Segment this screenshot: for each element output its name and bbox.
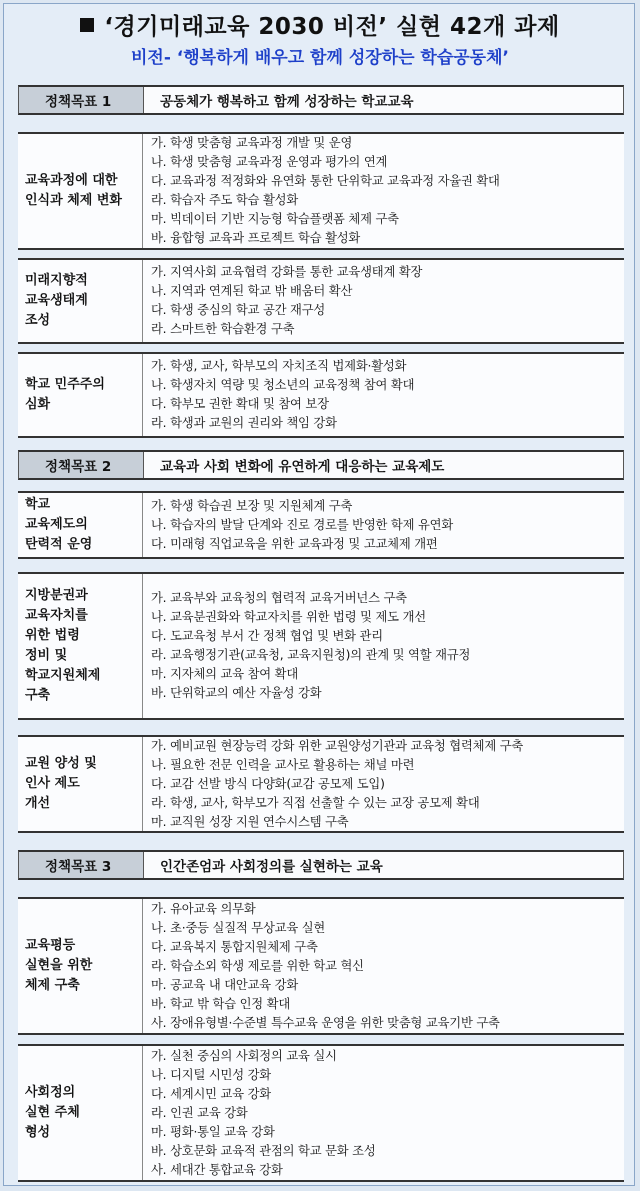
policy-goal-title: 공동체가 행복하고 함께 성장하는 학교교육 [160, 94, 414, 110]
task-item: 마. 지자체의 교육 참여 확대 [151, 667, 299, 681]
task-item: 나. 필요한 전문 인력을 교사로 활용하는 채널 마련 [151, 757, 415, 772]
section-label-line: 체제 구축 [25, 978, 80, 993]
section-label [18, 899, 143, 1033]
section-label-line: 미래지향적 [25, 273, 88, 288]
task-section-decentralization [18, 572, 624, 720]
task-item: 라. 교육행정기관(교육청, 교육지원청)의 관계 및 역할 재규정 [151, 648, 471, 662]
task-section-ecosystem [18, 258, 624, 344]
task-item: 가. 예비교원 현장능력 강화 위한 교원양성기관과 교육청 협력체제 구축 [151, 738, 524, 753]
section-label-line: 실현 주체 [25, 1105, 80, 1120]
task-list [143, 574, 624, 718]
task-item: 나. 학생자치 역량 및 청소년의 교육정책 참여 확대 [151, 378, 415, 392]
task-item: 바. 단위학교의 예산 자율성 강화 [151, 686, 322, 700]
task-item: 나. 학습자의 발달 단계와 진로 경로를 반영한 학제 유연화 [151, 517, 453, 532]
task-section-teacher-system [18, 735, 624, 833]
task-item: 가. 유아교육 의무화 [151, 901, 256, 916]
section-label [18, 354, 143, 436]
section-label-line: 학교 민주주의 [25, 377, 105, 392]
section-label-line: 형성 [25, 1125, 51, 1140]
task-item: 가. 학생 맞춤형 교육과정 개발 및 운영 [151, 136, 353, 150]
policy-goal-title: 교육과 사회 변화에 유연하게 대응하는 교육제도 [160, 459, 445, 475]
task-section-school-system [18, 491, 624, 559]
task-item: 가. 학생 학습권 보장 및 지원체계 구축 [151, 498, 353, 513]
task-item: 가. 실천 중심의 사회정의 교육 실시 [151, 1048, 337, 1063]
task-item: 가. 지역사회 교육협력 강화를 통한 교육생태계 확장 [151, 265, 423, 279]
task-item: 마. 빅데이터 기반 지능형 학습플랫폼 체제 구축 [151, 212, 399, 226]
section-label-line: 교육평등 [25, 938, 76, 953]
task-list [143, 260, 624, 342]
section-label [18, 260, 143, 342]
task-list [143, 737, 624, 831]
task-item: 다. 교육과정 적정화와 유연화 통한 단위학교 교육과정 자율권 확대 [151, 174, 500, 188]
section-label [18, 1046, 143, 1180]
section-label [18, 134, 143, 248]
section-label-line: 인사 제도 [25, 776, 80, 791]
task-section-equity [18, 897, 624, 1035]
task-item: 라. 학생, 교사, 학부모가 직접 선출할 수 있는 교장 공모제 확대 [151, 795, 480, 810]
task-item: 다. 세계시민 교육 강화 [151, 1086, 271, 1101]
task-item: 마. 공교육 내 대안교육 강화 [151, 977, 299, 992]
task-item: 다. 교감 선발 방식 다양화(교감 공모제 도입) [151, 776, 385, 791]
task-item: 라. 학생과 교원의 권리와 책임 강화 [151, 416, 337, 430]
section-label-line: 교육과정에 대한 [25, 173, 118, 188]
section-label-line: 정비 및 [25, 648, 68, 663]
task-item: 바. 융합형 교육과 프로젝트 학습 활성화 [151, 231, 361, 245]
task-item: 라. 학습자 주도 학습 활성화 [151, 193, 299, 207]
section-label-line: 탄력적 운영 [25, 537, 93, 552]
page-title [0, 8, 640, 41]
task-section-social-justice [18, 1044, 624, 1182]
policy-goal-1 [18, 85, 624, 115]
task-item: 바. 상호문화 교육적 관점의 학교 문화 조성 [151, 1143, 376, 1158]
task-item: 바. 학교 밖 학습 인정 확대 [151, 996, 291, 1011]
section-label-line: 교육자치를 [25, 608, 88, 623]
task-item: 마. 평화·통일 교육 강화 [151, 1124, 275, 1139]
task-section-school-democracy [18, 352, 624, 438]
square-bullet-icon [80, 18, 94, 32]
task-item: 다. 교육복지 통합지원체제 구축 [151, 939, 318, 954]
task-item: 다. 학부모 권한 확대 및 참여 보장 [151, 397, 329, 411]
section-label-line: 구축 [25, 688, 51, 703]
section-label-line: 실현을 위한 [25, 958, 93, 973]
policy-goal-title: 인간존엄과 사회정의를 실현하는 교육 [160, 859, 383, 875]
task-section-curriculum [18, 132, 624, 250]
section-label-line: 위한 법령 [25, 628, 80, 643]
task-item: 사. 세대간 통합교육 강화 [151, 1162, 283, 1177]
section-label-line: 인식과 체제 변화 [25, 193, 122, 208]
task-list [143, 899, 624, 1033]
policy-goal-label: 정책목표 1 [19, 87, 144, 113]
task-item: 나. 초·중등 실질적 무상교육 실현 [151, 920, 326, 935]
task-item: 사. 장애유형별·수준별 특수교육 운영을 위한 맞춤형 교육기반 구축 [151, 1015, 500, 1030]
section-label [18, 574, 143, 718]
task-list [143, 354, 624, 436]
task-item: 라. 학습소외 학생 제로를 위한 학교 혁신 [151, 958, 364, 973]
section-label-line: 개선 [25, 796, 51, 811]
section-label [18, 493, 143, 557]
section-label-line: 교육제도의 [25, 517, 88, 532]
task-list [143, 134, 624, 248]
policy-goal-label: 정책목표 3 [19, 852, 144, 878]
section-label-line: 교원 양성 및 [25, 756, 97, 771]
task-item: 라. 스마트한 학습환경 구축 [151, 322, 295, 336]
task-item: 나. 디지털 시민성 강화 [151, 1067, 271, 1082]
task-item: 다. 학생 중심의 학교 공간 재구성 [151, 303, 326, 317]
vision-subtitle: 비전- ‘행복하게 배우고 함께 성장하는 학습공동체’ [130, 48, 509, 68]
section-label-line: 심화 [25, 397, 51, 412]
section-label-line: 조성 [25, 313, 51, 328]
task-item: 다. 미래형 직업교육을 위한 교육과정 및 고교체제 개편 [151, 536, 438, 551]
task-list [143, 493, 624, 557]
task-item: 다. 도교육청 부서 간 정책 협업 및 변화 관리 [151, 629, 383, 643]
task-item: 마. 교직원 성장 지원 연수시스템 구축 [151, 814, 349, 829]
policy-goal-2 [18, 450, 624, 480]
policy-goal-3 [18, 850, 624, 880]
section-label-line: 교육생태계 [25, 293, 88, 308]
task-list [143, 1046, 624, 1180]
page-title-text: ‘경기미래교육 2030 비전’ 실현 42개 과제 [104, 14, 560, 40]
section-label-line: 지방분권과 [25, 588, 88, 603]
task-item: 나. 학생 맞춤형 교육과정 운영과 평가의 연계 [151, 155, 388, 169]
section-label [18, 737, 143, 831]
section-label-line: 학교지원체제 [25, 668, 101, 683]
task-item: 가. 교육부와 교육청의 협력적 교육거버넌스 구축 [151, 591, 407, 605]
section-label-line: 사회정의 [25, 1085, 76, 1100]
task-item: 나. 교육분권화와 학교자치를 위한 법령 및 제도 개선 [151, 610, 426, 624]
policy-goal-label: 정책목표 2 [19, 452, 144, 478]
section-label-line: 학교 [25, 497, 51, 512]
task-item: 라. 인권 교육 강화 [151, 1105, 248, 1120]
task-item: 나. 지역과 연계된 학교 밖 배움터 확산 [151, 284, 353, 298]
task-item: 가. 학생, 교사, 학부모의 자치조직 법제화·활성화 [151, 359, 407, 373]
